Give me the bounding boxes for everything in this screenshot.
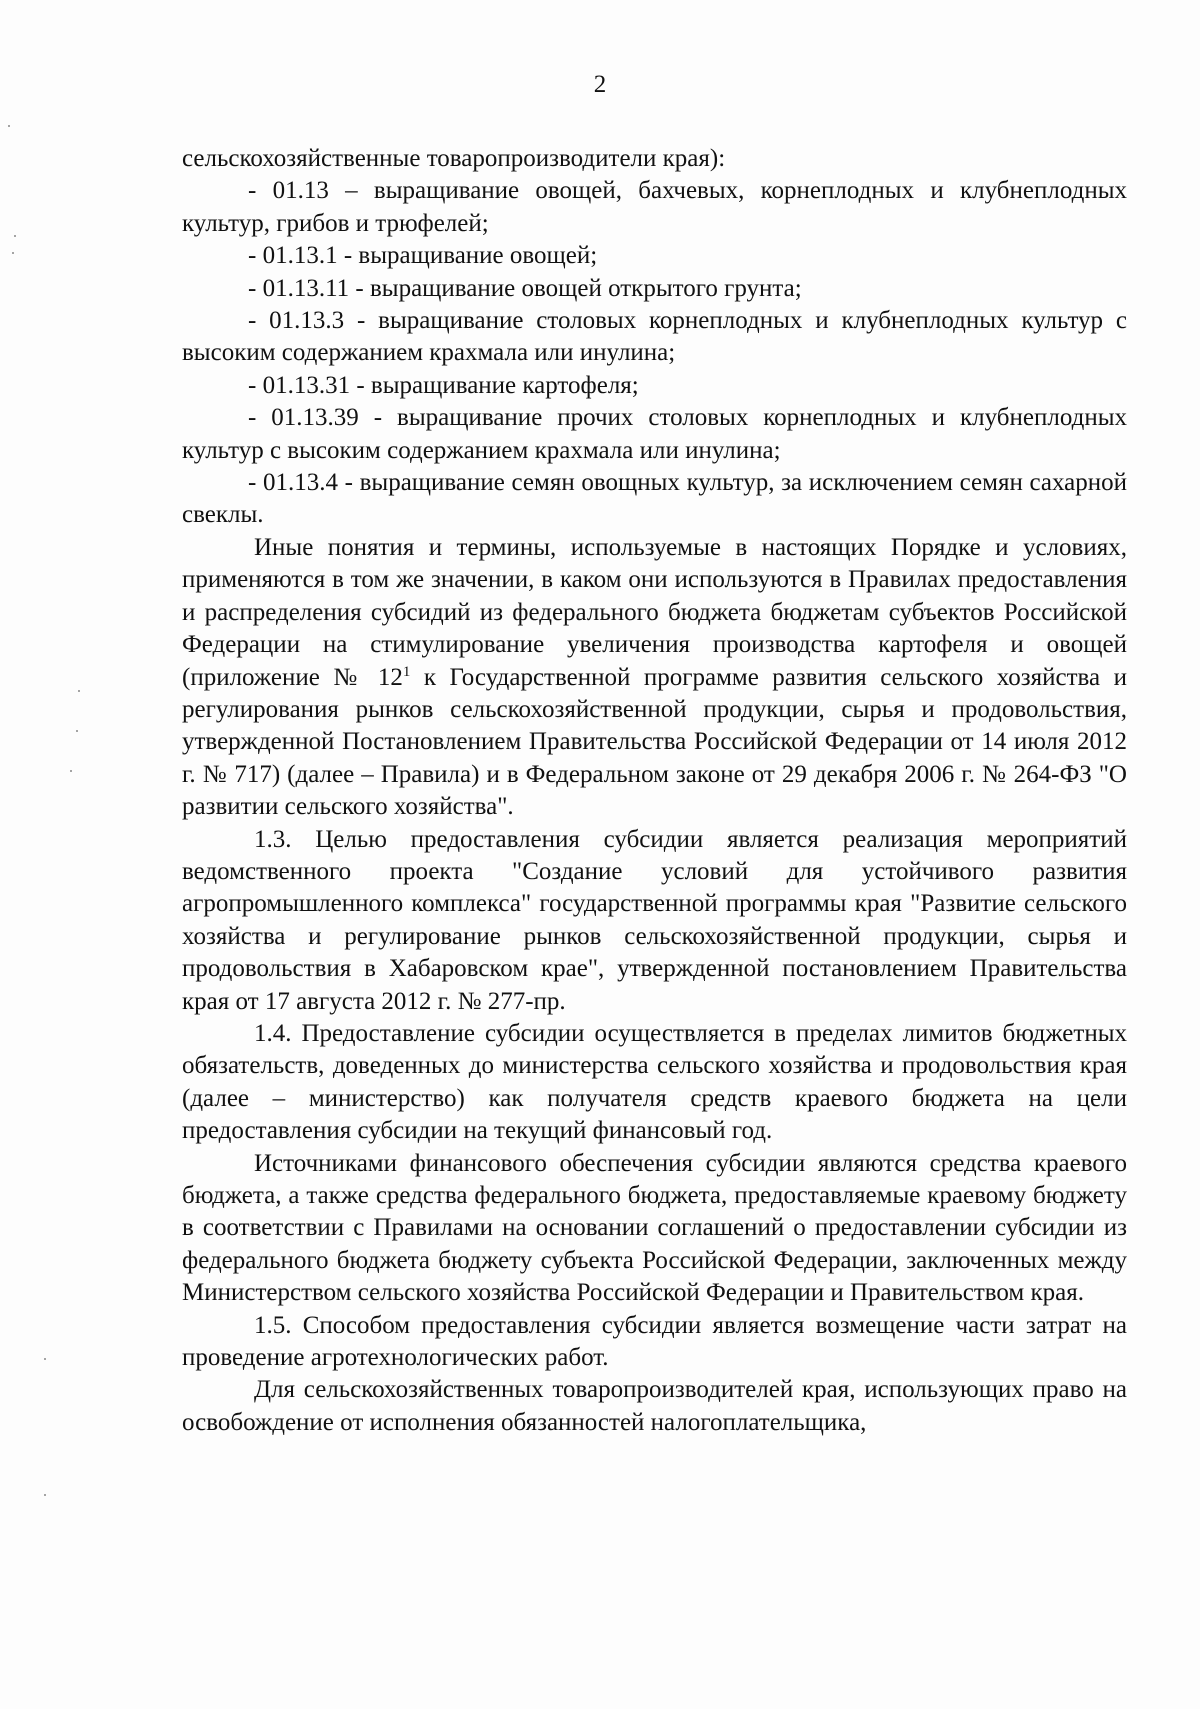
list-item: - 01.13.3 - выращивание столовых корнеплодных и клубнеплодных культур с высоким содержанием крахмала или инулина; (182, 307, 1127, 367)
list-item: - 01.13 – выращивание овощей, бахчевых, корнеплодных и клубнеплодных культур, грибов и трюфелей; (182, 177, 1127, 237)
paragraph: Источниками финансового обеспечения субсидии являются средства краевого бюджета, а также средства федерального бюджета, предоставляемые краевому бюджету в соответствии с Правилами на основании соглашений о предоставлении субсидии из федерального бюджета бюджету субъекта Российской Федерации, заключенных между Министерством сельского хозяйства Российской Федерации и Правительством края. (182, 1149, 1127, 1307)
superscript: 1 (402, 663, 411, 680)
scan-speck (76, 730, 78, 732)
list-item: - 01.13.31 - выращивание картофеля; (248, 371, 639, 399)
scan-speck (70, 770, 72, 772)
page-number: 2 (593, 71, 607, 98)
paragraph-text: к Государственной программе развития сельского хозяйства и регулирования рынков сельскохозяйственной продукции, сырья и продовольствия, утвержденной Постановлением Правительства Российской Федерации от 14 июля 2012 г. № 717) (далее – Правила) и в Федеральном законе от 29 декабря 2006 г. № 264-ФЗ "О развитии сельского хозяйства". (182, 663, 1127, 821)
list-item: - 01.13.1 - выращивание овощей; (248, 242, 598, 270)
list-item: - 01.13.39 - выращивание прочих столовых корнеплодных и клубнеплодных культур с высоким содержанием крахмала или инулина; (182, 404, 1127, 464)
scan-speck (12, 252, 14, 254)
list-item: - 01.13.4 - выращивание семян овощных культур, за исключением семян сахарной свеклы. (182, 469, 1127, 529)
paragraph: сельскохозяйственные товаропроизводители края): (182, 145, 726, 172)
scan-speck (44, 1358, 46, 1360)
paragraph (182, 532, 1127, 824)
document-body (182, 143, 1127, 1439)
scan-speck (14, 235, 16, 237)
scan-speck (8, 125, 10, 127)
paragraph-text: Иные понятия и термины, используемые в настоящих Порядке и условиях, применяются в том же значении, в каком они используются в Правилах предоставления и распределения субсидий из федерального бюджета бюджетам субъектов Российской Федерации на стимулирование увеличения производства картофеля и овощей (приложение № 12 (182, 533, 1127, 691)
paragraph: 1.3. Целью предоставления субсидии является реализация мероприятий ведомственного проекта "Создание условий для устойчивого развития агропромышленного комплекса" государственной программы края "Развитие сельского хозяйства и регулирование рынков сельскохозяйственной продукции, сырья и продовольствия в Хабаровском крае", утвержденной постановлением Правительства края от 17 августа 2012 г. № 277-пр. (182, 825, 1127, 1015)
scan-speck (78, 690, 80, 692)
list-item: - 01.13.11 - выращивание овощей открытого грунта; (248, 274, 802, 302)
scan-speck (44, 1494, 46, 1496)
paragraph: Для сельскохозяйственных товаропроизводителей края, использующих право на освобождение от исполнения обязанностей налогоплательщика, (182, 1376, 1127, 1436)
paragraph: 1.4. Предоставление субсидии осуществляется в пределах лимитов бюджетных обязательств, доведенных до министерства сельского хозяйства и продовольствия края (далее – министерство) как получателя средств краевого бюджета на цели предоставления субсидии на текущий финансовый год. (182, 1019, 1127, 1145)
paragraph: 1.5. Способом предоставления субсидии является возмещение части затрат на проведение агротехнологических работ. (182, 1311, 1127, 1372)
